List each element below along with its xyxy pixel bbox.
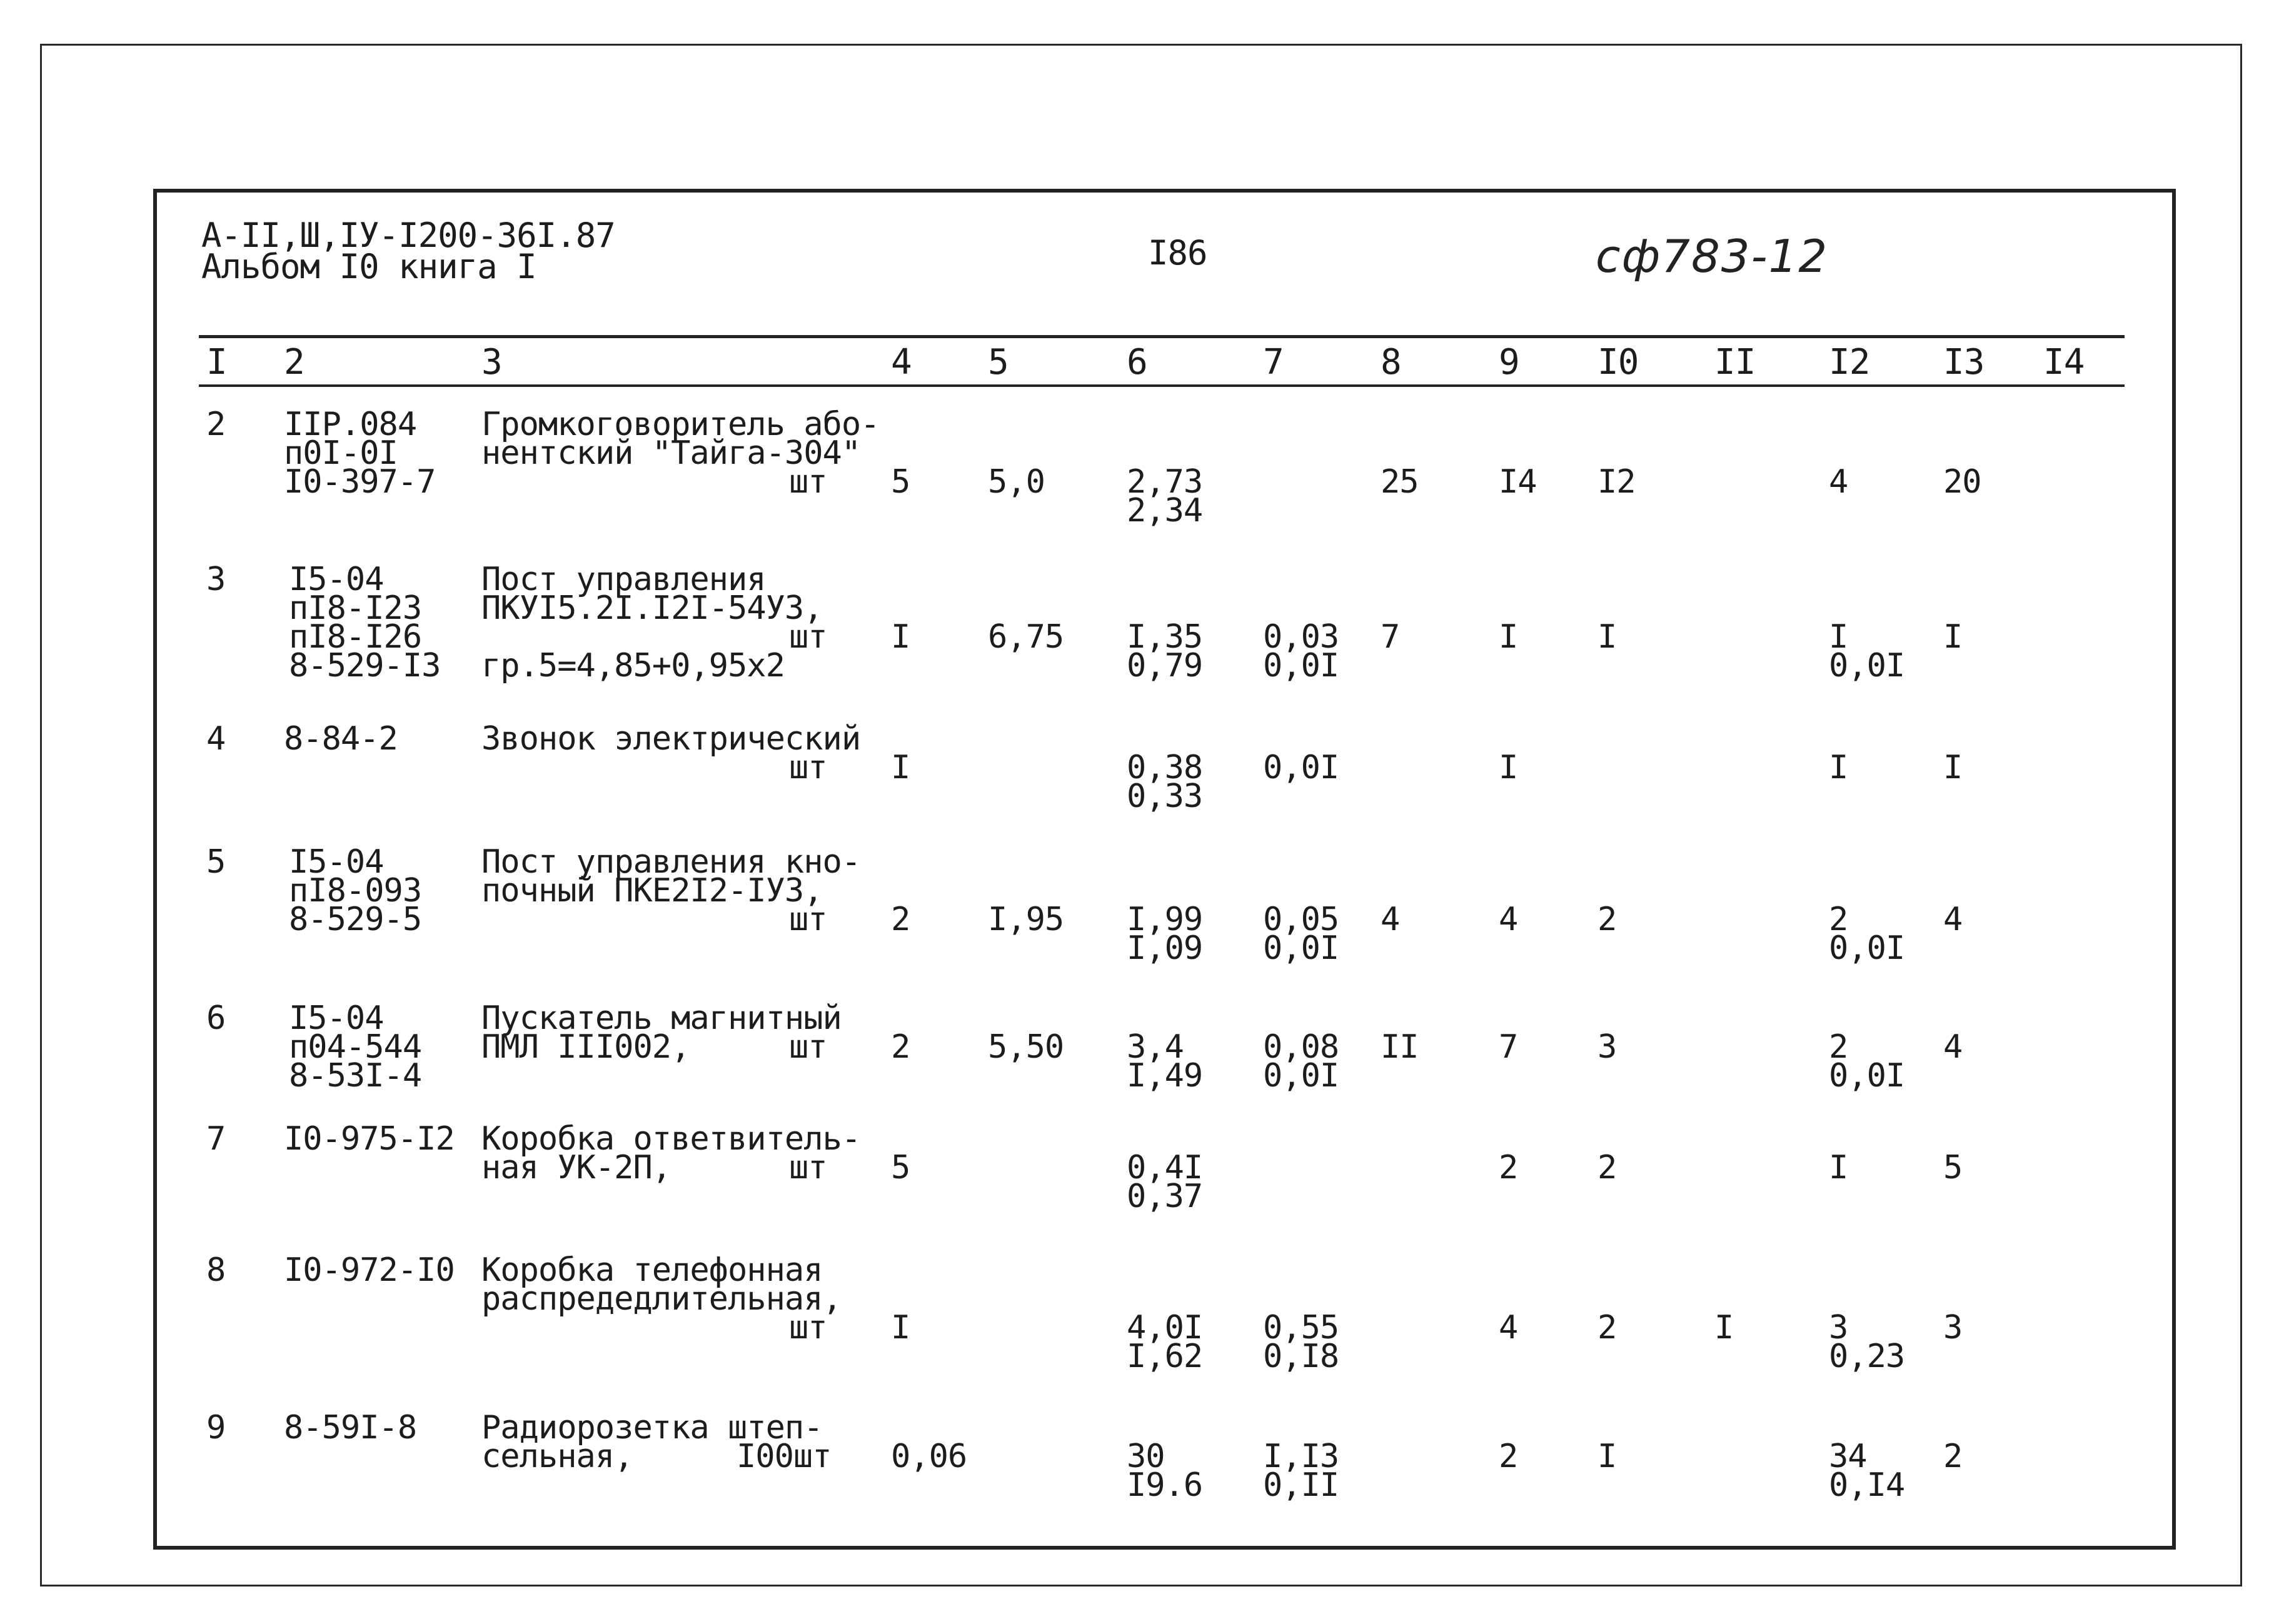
name-line: Громкоговоритель або-: [481, 406, 880, 443]
col13-cell: 4: [1943, 901, 1963, 938]
col9-cell: 4: [1499, 901, 1518, 938]
col5-cell: 5,0: [988, 463, 1045, 501]
row-number: 4: [206, 720, 226, 758]
name-line: распредедлительная,: [481, 1280, 842, 1318]
col12-cell: 0,I4: [1829, 1466, 1905, 1504]
column-number: I2: [1829, 342, 1870, 383]
unit-label: I00шт: [737, 1438, 832, 1475]
col10-cell: I: [1597, 618, 1617, 656]
column-number: 9: [1499, 342, 1519, 383]
col5-cell: I,95: [988, 901, 1064, 938]
unit-label: шт: [789, 1149, 827, 1186]
column-number: I3: [1943, 342, 1985, 383]
col10-cell: 2: [1597, 1149, 1617, 1186]
obosnovanie-line: пI8-093: [289, 872, 422, 910]
unit-label: шт: [789, 749, 827, 786]
quantity-cell: 0,06: [891, 1438, 967, 1475]
col10-cell: 3: [1597, 1028, 1617, 1066]
col7-cell: 0,05: [1263, 901, 1339, 938]
col10-cell: I: [1597, 1438, 1617, 1475]
obosnovanie-line: пI8-I26: [289, 618, 422, 656]
obosnovanie-line: 8-529-5: [289, 901, 422, 938]
col6-cell: I9.6: [1127, 1466, 1203, 1504]
quantity-cell: 5: [891, 1149, 910, 1186]
name-line: ПМЛ III002,: [481, 1028, 690, 1066]
column-number: I4: [2043, 342, 2085, 383]
album-label: Альбом I0 книга I: [201, 247, 536, 286]
obosnovanie-line: п0I-0I: [284, 434, 398, 472]
col7-cell: 0,0I: [1263, 749, 1339, 786]
column-number: 4: [891, 342, 912, 383]
col7-cell: 0,08: [1263, 1028, 1339, 1066]
name-line: почный ПКЕ2I2-IУ3,: [481, 872, 823, 910]
col7-cell: 0,55: [1263, 1309, 1339, 1346]
quantity-cell: I: [891, 1309, 910, 1346]
col6-cell: 4,0I: [1127, 1309, 1203, 1346]
col10-cell: 2: [1597, 1309, 1617, 1346]
col9-cell: I: [1499, 618, 1518, 656]
col9-cell: 2: [1499, 1149, 1518, 1186]
column-number: 8: [1381, 342, 1401, 383]
col9-cell: I: [1499, 749, 1518, 786]
col12-cell: 0,0I: [1829, 930, 1905, 967]
col6-cell: I,62: [1127, 1338, 1203, 1375]
column-number: 6: [1127, 342, 1147, 383]
col6-cell: I,99: [1127, 901, 1203, 938]
quantity-cell: I: [891, 618, 910, 656]
col12-cell: 2: [1829, 1028, 1848, 1066]
col6-cell: 2,34: [1127, 492, 1203, 529]
col7-cell: 0,II: [1263, 1466, 1339, 1504]
col6-cell: I,35: [1127, 618, 1203, 656]
col10-cell: I2: [1597, 463, 1636, 501]
col13-cell: I: [1943, 749, 1963, 786]
obosnovanie-line: I0-397-7: [284, 463, 436, 501]
col12-cell: 2: [1829, 901, 1848, 938]
col7-cell: I,I3: [1263, 1438, 1339, 1475]
col12-cell: I: [1829, 749, 1848, 786]
name-line: Звонок электрический: [481, 720, 861, 758]
row-number: 2: [206, 406, 226, 443]
column-header-top-rule: [199, 335, 2125, 338]
obosnovanie-line: I5-04: [289, 843, 384, 881]
name-line: Коробка телефонная: [481, 1251, 823, 1289]
col12-cell: 0,0I: [1829, 1057, 1905, 1095]
col6-cell: 2,73: [1127, 463, 1203, 501]
obosnovanie-line: 8-53I-4: [289, 1057, 422, 1095]
quantity-cell: I: [891, 749, 910, 786]
col7-cell: 0,I8: [1263, 1338, 1339, 1375]
name-line: Пост управления кно-: [481, 843, 861, 881]
column-number: 2: [284, 342, 304, 383]
col8-cell: 4: [1381, 901, 1400, 938]
col7-cell: 0,0I: [1263, 930, 1339, 967]
column-number: 7: [1263, 342, 1284, 383]
obosnovanie-line: I0-972-I0: [284, 1251, 455, 1289]
column-number: I0: [1597, 342, 1639, 383]
col6-cell: 0,38: [1127, 749, 1203, 786]
quantity-cell: 2: [891, 901, 910, 938]
obosnovanie-line: п04-544: [289, 1028, 422, 1066]
name-line: сельная,: [481, 1438, 633, 1475]
quantity-cell: 5: [891, 463, 910, 501]
col7-cell: 0,03: [1263, 618, 1339, 656]
doc-code: А-II,Ш,IУ-I200-36I.87: [201, 216, 615, 255]
name-line: Радиорозетка штеп-: [481, 1409, 823, 1446]
name-line: нентский "Тайга-304": [481, 434, 861, 472]
col12-cell: 4: [1829, 463, 1848, 501]
col13-cell: 4: [1943, 1028, 1963, 1066]
col7-cell: 0,0I: [1263, 1057, 1339, 1095]
col6-cell: 0,79: [1127, 647, 1203, 684]
obosnovanie-line: I5-04: [289, 1000, 384, 1037]
obosnovanie-line: 8-529-I3: [289, 647, 441, 684]
col6-cell: I,09: [1127, 930, 1203, 967]
unit-label: шт: [789, 901, 827, 938]
column-header-bottom-rule: [199, 384, 2125, 387]
name-line: Коробка ответвитель-: [481, 1120, 861, 1158]
col9-cell: 4: [1499, 1309, 1518, 1346]
obosnovanie-line: IIP.084: [284, 406, 417, 443]
col6-cell: 0,37: [1127, 1178, 1203, 1215]
col9-cell: 2: [1499, 1438, 1518, 1475]
col5-cell: 6,75: [988, 618, 1064, 656]
name-line: ная УК-2П,: [481, 1149, 672, 1186]
col5-cell: 5,50: [988, 1028, 1064, 1066]
col8-cell: II: [1381, 1028, 1419, 1066]
obosnovanie-line: 8-84-2: [284, 720, 398, 758]
row-number: 5: [206, 843, 226, 881]
row-number: 3: [206, 561, 226, 598]
col13-cell: 20: [1943, 463, 1981, 501]
column-number: 5: [988, 342, 1009, 383]
column-number: 3: [481, 342, 502, 383]
col13-cell: 3: [1943, 1309, 1963, 1346]
name-line: Пускатель магнитный: [481, 1000, 842, 1037]
col12-cell: 0,0I: [1829, 647, 1905, 684]
obosnovanie-line: I0-975-I2: [284, 1120, 455, 1158]
col8-cell: 25: [1381, 463, 1419, 501]
col6-cell: 0,33: [1127, 778, 1203, 815]
unit-label: шт: [789, 618, 827, 656]
handwritten-stamp: сф783-12: [1596, 230, 1829, 283]
col13-cell: 2: [1943, 1438, 1963, 1475]
col9-cell: I4: [1499, 463, 1537, 501]
name-line: Пост управления: [481, 561, 766, 598]
name-note: гр.5=4,85+0,95х2: [481, 647, 785, 684]
row-number: 6: [206, 1000, 226, 1037]
col12-cell: I: [1829, 618, 1848, 656]
obosnovanie-line: I5-04: [289, 561, 384, 598]
obosnovanie-line: пI8-I23: [289, 589, 422, 627]
quantity-cell: 2: [891, 1028, 910, 1066]
unit-label: шт: [789, 1309, 827, 1346]
name-line: ПКУI5.2I.I2I-54У3,: [481, 589, 823, 627]
col12-cell: 0,23: [1829, 1338, 1905, 1375]
obosnovanie-line: 8-59I-8: [284, 1409, 417, 1446]
unit-label: шт: [789, 463, 827, 501]
row-number: 8: [206, 1251, 226, 1289]
column-number: II: [1714, 342, 1756, 383]
col6-cell: I,49: [1127, 1057, 1203, 1095]
row-number: 7: [206, 1120, 226, 1158]
col13-cell: I: [1943, 618, 1963, 656]
col12-cell: I: [1829, 1149, 1848, 1186]
column-number: I: [206, 342, 227, 383]
col10-cell: 2: [1597, 901, 1617, 938]
col13-cell: 5: [1943, 1149, 1963, 1186]
unit-label: шт: [789, 1028, 827, 1066]
col11-cell: I: [1714, 1309, 1734, 1346]
col6-cell: 30: [1127, 1438, 1165, 1475]
row-number: 9: [206, 1409, 226, 1446]
col9-cell: 7: [1499, 1028, 1518, 1066]
col12-cell: 3: [1829, 1309, 1848, 1346]
col12-cell: 34: [1829, 1438, 1867, 1475]
col6-cell: 0,4I: [1127, 1149, 1203, 1186]
col6-cell: 3,4: [1127, 1028, 1184, 1066]
page-number: I86: [1148, 233, 1207, 273]
col7-cell: 0,0I: [1263, 647, 1339, 684]
col8-cell: 7: [1381, 618, 1400, 656]
